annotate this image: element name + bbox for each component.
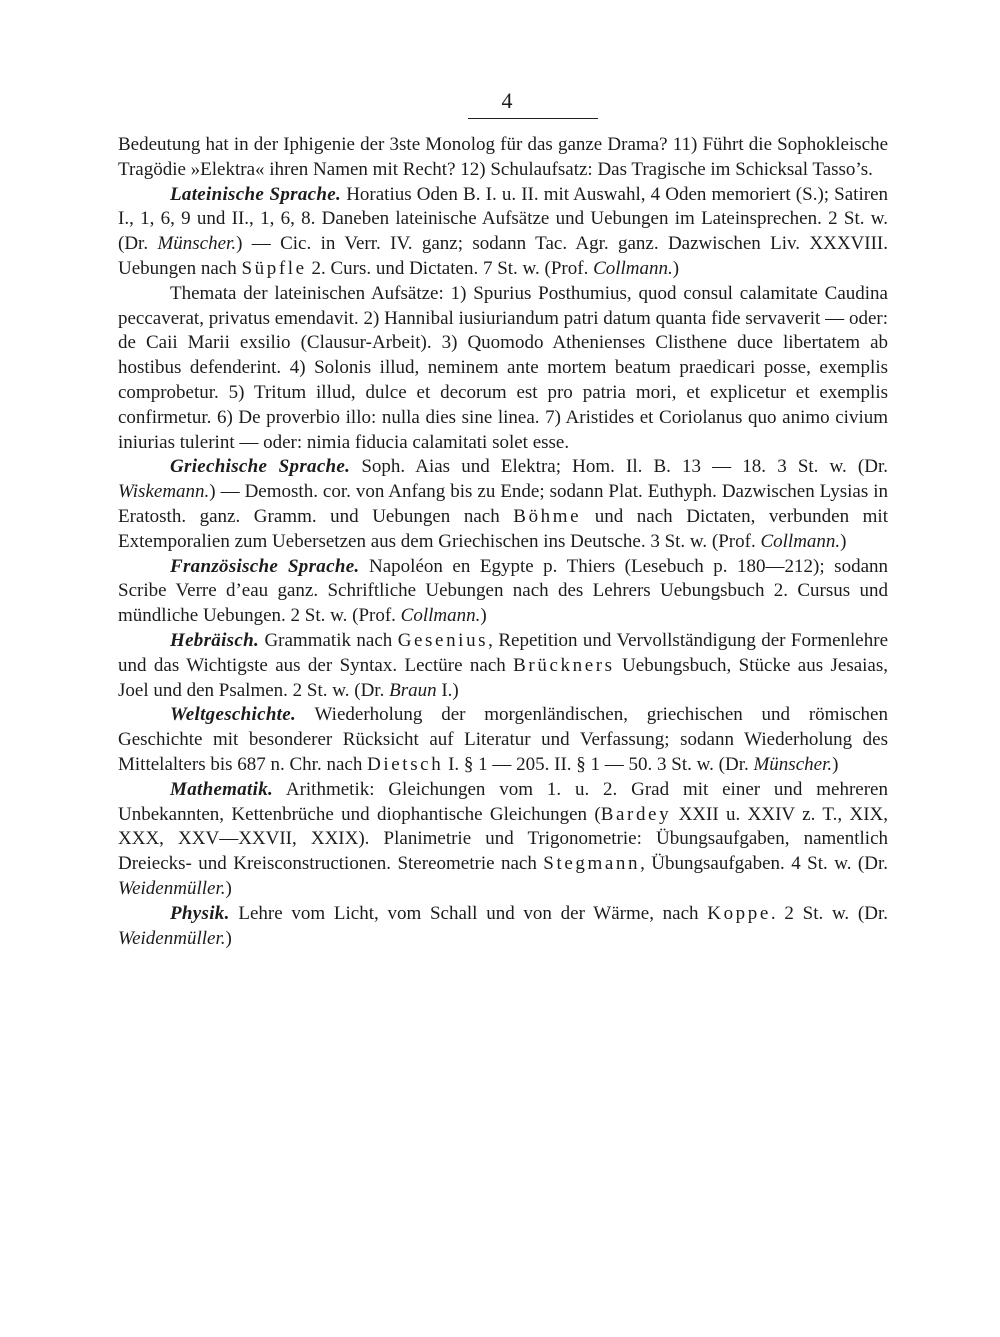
paragraph-text: , Repetition und Vervollständigung der Formenlehre und das Wichtigste aus der Syntax. Lectüre nach: [118, 629, 888, 676]
paragraph-mathematik: [118, 778, 888, 902]
paragraph-text: ): [225, 927, 232, 949]
teacher-name: Münscher.: [157, 233, 237, 255]
paragraph-text: Grammatik nach: [259, 629, 398, 651]
paragraph-hebraeisch: [118, 629, 888, 703]
body-text: [118, 133, 888, 951]
paragraph-text: Arithmetik: Gleichungen vom 1. u. 2. Grad mit einer und mehreren Unbekannten, Kettenbrüche und diophantische Gleichungen (: [118, 778, 888, 825]
teacher-name: Weidenmüller.: [118, 927, 226, 949]
teacher-name: Braun: [389, 679, 437, 701]
paragraph-text: . 2 St. w. (Dr.: [770, 902, 888, 924]
paragraph-text: ): [840, 530, 847, 552]
paragraph-text: Uebungsbuch, Stücke aus Jesaias, Joel und den Psalmen. 2 St. w. (Dr.: [118, 654, 888, 701]
paragraph-text: ): [672, 257, 680, 279]
spaced-author-name: Koppe: [707, 902, 771, 924]
paragraph-text: Horatius Oden B. I. u. II. mit Auswahl, 4 Oden memoriert (S.); Satiren I., 1, 6, 9 und II., 1, 6, 8. Daneben lateinische Aufsätze und Uebungen im Lateinsprechen. 2 St. w. (Dr.: [118, 183, 889, 255]
spaced-author-name: Brückners: [513, 654, 615, 676]
spaced-author-name: Bardey: [600, 803, 672, 825]
teacher-name: Collmann.: [593, 257, 673, 279]
paragraph-franzoesisch: [118, 555, 888, 629]
paragraph-text: ): [832, 753, 839, 775]
paragraph-text: Napoléon en Egypte p. Thiers (Lesebuch p. 180—212); sodann Scribe Verre d’eau ganz. Schriftliche Uebungen nach des Lehrers Uebungsbuch 2. Cursus und mündliche Uebungen. 2 St. w. (Prof.: [118, 555, 888, 627]
section-heading: Mathematik.: [170, 778, 274, 800]
section-heading: Weltgeschichte.: [170, 704, 297, 726]
section-heading: Französische Sprache.: [170, 555, 360, 577]
paragraph-text: Soph. Aias und Elektra; Hom. Il. B. 13 — 18. 3 St. w. (Dr.: [350, 456, 889, 478]
spaced-author-name: Stegmann: [543, 853, 641, 875]
paragraph-griechisch: [118, 455, 888, 554]
teacher-name: Collmann.: [400, 605, 481, 627]
paragraph-text: 2. Curs. und Dictaten. 7 St. w. (Prof.: [306, 257, 594, 279]
paragraph-physik: [118, 902, 888, 952]
spaced-author-name: Dietsch: [367, 753, 444, 775]
paragraph-weltgeschichte: [118, 703, 888, 777]
paragraph-deutsch-end: [118, 133, 888, 183]
paragraph-text: und nach Dictaten, verbunden mit Extemporalien zum Uebersetzen aus dem Griechischen ins Deutsche. 3 St. w. (Prof.: [118, 505, 888, 552]
paragraph-text: ): [480, 605, 487, 627]
section-heading: Lateinische Sprache.: [170, 183, 342, 205]
section-heading: Physik.: [170, 902, 230, 924]
spaced-author-name: Gesenius: [397, 629, 489, 651]
paragraph-text: ) — Demosth. cor. von Anfang bis zu Ende; sodann Plat. Euthyph. Dazwischen Lysias in Eratosth. ganz. Gramm. und Uebungen nach: [118, 481, 888, 527]
paragraph-text: Wiederholung der morgenländischen, griechischen und römischen Geschichte mit besonderer Rücksicht auf Literatur und Verfassung; sodann Wiederholung des Mittelalters bis 687 n. Chr. nach: [118, 704, 888, 775]
paragraph-text: , Übungsaufgaben. 4 St. w. (Dr.: [640, 853, 888, 875]
teacher-name: Weidenmüller.: [118, 877, 226, 899]
section-heading: Griechische Sprache.: [170, 456, 351, 478]
paragraph-text: ) — Cic. in Verr. IV. ganz; sodann Tac. Agr. ganz. Dazwischen Liv. XXXVIII. Uebungen nach: [118, 233, 889, 279]
paragraph-text: I.): [436, 679, 459, 701]
teacher-name: Münscher.: [753, 753, 833, 775]
teacher-name: Wiskemann.: [118, 481, 210, 503]
paragraph-text: Themata der lateinischen Aufsätze: 1) Spurius Posthumius, quod consul calamitate Caudina peccaverat, privatus emendavit. 2) Hannibal iusiuriandum patri datum quanta fide servaverit — oder: de Caii Marii exsilio (Clausur-Arbeit). 3) Quomodo Athenienses Clisthene duce libertatem ab hostibus defenderint. 4) Solonis illud, neminem ante mortem beatum praedicari posse, exemplis comprobetur. 5) Tritum illud, dulce et decorum est pro patria mori, et explicetur et exemplis confirmetur. 6) De proverbio illo: nulla dies sine linea. 7) Aristides et Coriolanus quo animo civium iniurias tulerint — oder: nimia fiducia calamitati solet esse.: [118, 282, 888, 453]
teacher-name: Collmann.: [760, 530, 841, 552]
spaced-author-name: Böhme: [513, 505, 582, 527]
paragraph-text: Bedeutung hat in der Iphigenie der 3ste Monolog für das ganze Drama? 11) Führt die Sophokleische Tragödie »Elektra« ihren Namen mit Recht? 12) Schulaufsatz: Das Tragische im Schicksal Tasso’s.: [118, 134, 888, 180]
page-number-rule: [468, 118, 598, 119]
paragraph-text: XXII u. XXIV z. T., XIX, XXX, XXV—XXVII, XXIX). Planimetrie und Trigonometrie: Übungsaufgaben, namentlich Dreiecks- und Kreisconstructionen. Stereometrie nach: [118, 803, 888, 875]
page-number: 4: [501, 88, 513, 113]
paragraph-text: Lehre vom Licht, vom Schall und von der Wärme, nach: [229, 902, 708, 924]
paragraph-latein: [118, 183, 888, 282]
paragraph-text: I. § 1 — 205. II. § 1 — 50. 3 St. w. (Dr.: [443, 753, 754, 775]
paragraph-text: ): [225, 877, 232, 899]
paragraph-themata: [118, 282, 888, 456]
section-heading: Hebräisch.: [170, 629, 260, 651]
spaced-author-name: Süpfle: [241, 257, 307, 279]
